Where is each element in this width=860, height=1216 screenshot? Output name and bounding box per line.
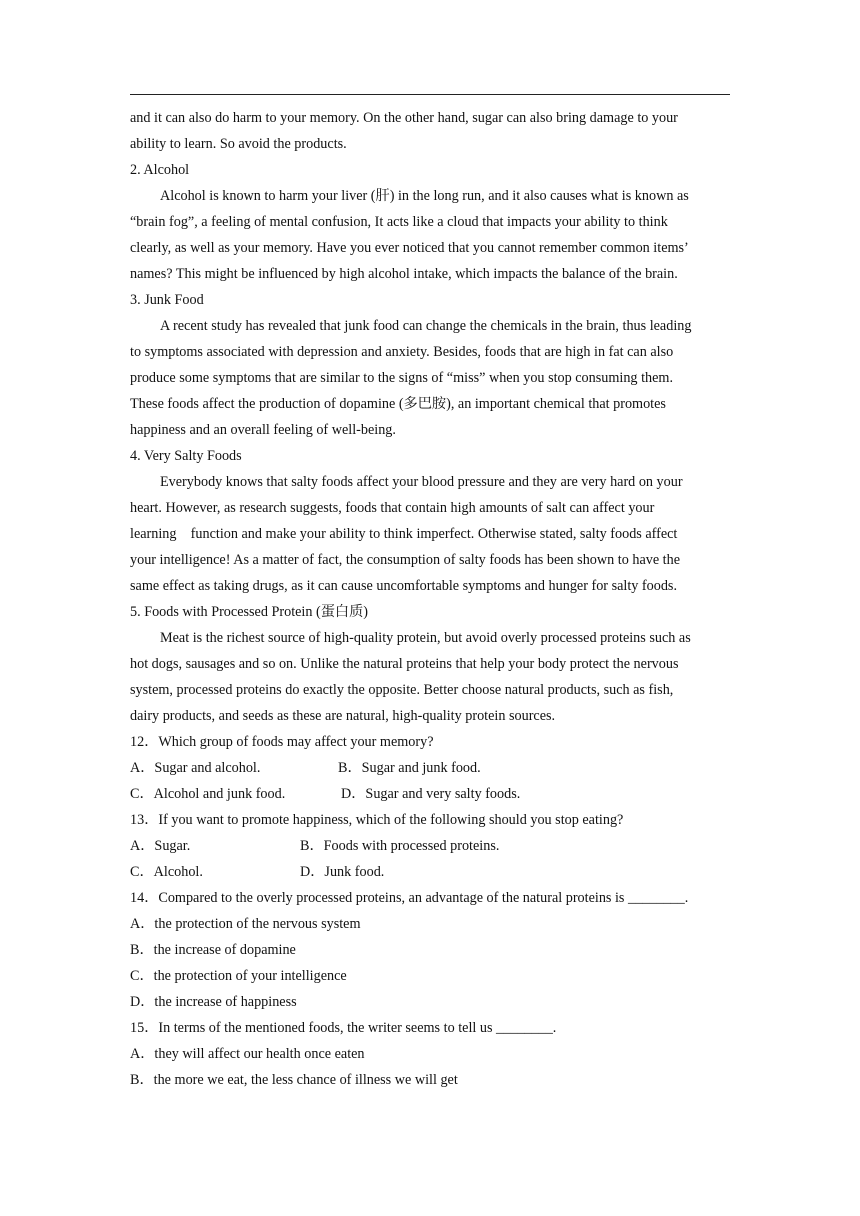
section-heading: 5. Foods with Processed Protein (蛋白质)	[130, 604, 369, 620]
paragraph-line: “brain fog”, a feeling of mental confusion, It acts like a cloud that impacts your ability to think	[130, 214, 668, 230]
question-stem: 15．In terms of the mentioned foods, the writer seems to tell us ________.	[130, 1020, 557, 1036]
section-heading: 2. Alcohol	[130, 162, 190, 178]
passage	[130, 105, 730, 729]
option-d: D．Sugar and very salty foods.	[341, 786, 521, 802]
paragraph-line: produce some symptoms that are similar to the signs of “miss” when you stop consuming them.	[130, 370, 673, 386]
option-a: A．Sugar.	[130, 838, 191, 854]
paragraph-line: ability to learn. So avoid the products.	[130, 136, 347, 152]
header-rule	[130, 94, 730, 95]
question-stem: 12．Which group of foods may affect your memory?	[130, 734, 434, 750]
option-b: B．the more we eat, the less chance of illness we will get	[130, 1072, 458, 1088]
paragraph-line: hot dogs, sausages and so on. Unlike the natural proteins that help your body protect the nervous	[130, 656, 679, 672]
option-a: A．Sugar and alcohol.	[130, 760, 261, 776]
option-c: C．the protection of your intelligence	[130, 968, 347, 984]
section-heading: 3. Junk Food	[130, 292, 204, 308]
paragraph-line: and it can also do harm to your memory. On the other hand, sugar can also bring damage to your	[130, 110, 678, 126]
paragraph-line: Everybody knows that salty foods affect your blood pressure and they are very hard on your	[160, 474, 683, 490]
document-body	[130, 105, 730, 1093]
paragraph-line: heart. However, as research suggests, foods that contain high amounts of salt can affect your	[130, 500, 655, 516]
option-a: A．they will affect our health once eaten	[130, 1046, 365, 1062]
paragraph-line: dairy products, and seeds as these are natural, high-quality protein sources.	[130, 708, 556, 724]
option-row	[130, 781, 730, 807]
option-b: B．Sugar and junk food.	[338, 760, 481, 776]
paragraph-line: These foods affect the production of dopamine (多巴胺), an important chemical that promotes	[130, 396, 666, 412]
option-d: D．Junk food.	[300, 864, 385, 880]
paragraph-line: to symptoms associated with depression and anxiety. Besides, foods that are high in fat can also	[130, 344, 674, 360]
question-stem: 13．If you want to promote happiness, which of the following should you stop eating?	[130, 812, 624, 828]
option-c: C．Alcohol and junk food.	[130, 786, 286, 802]
paragraph-line: learning function and make your ability to think imperfect. Otherwise stated, salty foods affect	[130, 526, 678, 542]
option-a: A．the protection of the nervous system	[130, 916, 361, 932]
paragraph-line: Alcohol is known to harm your liver (肝) in the long run, and it also causes what is known as	[160, 188, 689, 204]
option-row	[130, 833, 730, 859]
paragraph-line: Meat is the richest source of high-quality protein, but avoid overly processed proteins such as	[160, 630, 691, 646]
paragraph-line: clearly, as well as your memory. Have you ever noticed that you cannot remember common items’	[130, 240, 689, 256]
paragraph-line: names? This might be influenced by high alcohol intake, which impacts the balance of the brain.	[130, 266, 678, 282]
paragraph-line: same effect as taking drugs, as it can cause uncomfortable symptoms and hunger for salty foods.	[130, 578, 677, 594]
paragraph-line: happiness and an overall feeling of well-being.	[130, 422, 396, 438]
option-row	[130, 859, 730, 885]
paragraph-line: system, processed proteins do exactly the opposite. Better choose natural products, such as fish,	[130, 682, 674, 698]
option-row	[130, 755, 730, 781]
option-b: B．Foods with processed proteins.	[300, 838, 500, 854]
paragraph-line: A recent study has revealed that junk food can change the chemicals in the brain, thus leading	[160, 318, 692, 334]
questions	[130, 729, 730, 1093]
section-heading: 4. Very Salty Foods	[130, 448, 242, 464]
option-b: B．the increase of dopamine	[130, 942, 296, 958]
option-c: C．Alcohol.	[130, 864, 203, 880]
paragraph-line: your intelligence! As a matter of fact, the consumption of salty foods has been shown to have the	[130, 552, 681, 568]
question-stem: 14．Compared to the overly processed proteins, an advantage of the natural proteins is ________.	[130, 890, 689, 906]
option-d: D．the increase of happiness	[130, 994, 297, 1010]
